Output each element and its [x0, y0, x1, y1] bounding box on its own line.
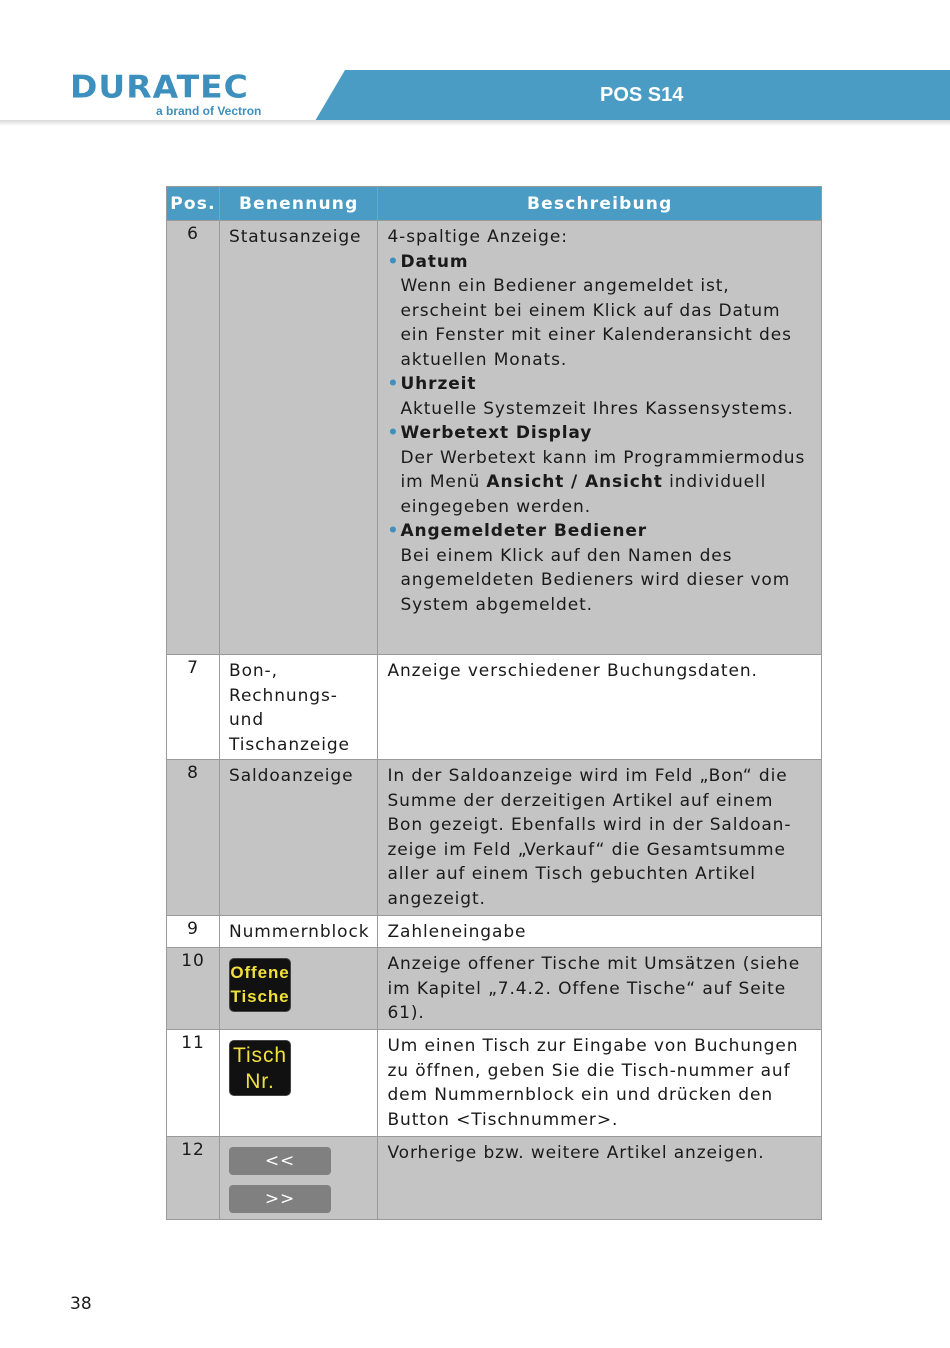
product-title: POS S14: [600, 84, 684, 106]
row-pos: 11: [167, 1030, 220, 1137]
menu-path: Ansicht / Ansicht: [486, 472, 663, 492]
bullet-icon: •: [387, 521, 400, 541]
logo-wordmark: DURATEC: [70, 68, 249, 106]
logo-subtitle: a brand of Vectron: [156, 104, 262, 118]
row-pos: 9: [167, 916, 220, 948]
row-name: [220, 1030, 378, 1137]
column-header-description: Beschreibung: [378, 187, 822, 221]
row-pos: 12: [167, 1137, 220, 1220]
row-name: Nummernblock: [220, 916, 378, 948]
duratec-logo: [70, 68, 262, 118]
row-description: [378, 221, 822, 655]
table-row: [167, 1137, 822, 1220]
bullet-icon: •: [387, 374, 400, 394]
row-name: Bon-, Rechnungs- und Tischanzeige: [220, 655, 378, 760]
row-pos: 6: [167, 221, 220, 655]
bullet-text: Wenn ein Bediener angemeldet ist, erscheint bei einem Klick auf das Datum ein Fenster mit einer Kalenderansicht des aktuellen Monats.: [400, 276, 792, 370]
row-description: Anzeige verschiedener Buchungsdaten.: [378, 655, 822, 760]
page-number: 38: [70, 1294, 92, 1314]
open-tables-button-icon: Offene Tische: [229, 958, 291, 1012]
element-description-table: [166, 186, 822, 1220]
bullet-title: Datum: [400, 251, 469, 272]
list-item: [387, 421, 813, 519]
bullet-title: Angemeldeter Bediener: [400, 521, 648, 541]
row-description: Anzeige offener Tische mit Umsätzen (siehe im Kapitel „7.4.2. Offene Tische“ auf Seite 61).: [378, 948, 822, 1030]
table-number-button-icon: Tisch Nr.: [229, 1040, 291, 1096]
row-name: Statusanzeige: [220, 221, 378, 655]
row-description: Vorherige bzw. weitere Artikel anzeigen.: [378, 1137, 822, 1220]
table-row: [167, 948, 822, 1030]
row-name: [220, 948, 378, 1030]
row-pos: 7: [167, 655, 220, 760]
table-row: [167, 655, 822, 760]
bullet-text: Der Werbetext kann im Programmiermodus im Menü: [400, 447, 806, 492]
list-item: [387, 519, 813, 617]
next-page-button-icon: >>: [229, 1185, 331, 1213]
bullet-text: Bei einem Klick auf den Namen des angemeldeten Bedieners wird dieser vom System abgemeldet.: [400, 545, 791, 615]
bullet-text: individuell eingegeben werden.: [400, 472, 767, 517]
previous-page-button-icon: <<: [229, 1147, 331, 1175]
table-row: [167, 1030, 822, 1137]
column-header-pos: Pos.: [167, 187, 220, 221]
bullet-icon: •: [387, 251, 400, 272]
row-description: Um einen Tisch zur Eingabe von Buchungen zu öffnen, geben Sie die Tisch-nummer auf dem Nummernblock ein und drücken den Button <Tischnummer>.: [378, 1030, 822, 1137]
bullet-text: Aktuelle Systemzeit Ihres Kassensystems.: [400, 398, 794, 419]
header-shadow: [0, 120, 950, 126]
table-row: [167, 760, 822, 916]
bullet-title: Uhrzeit: [400, 374, 477, 394]
row-name: Saldoanzeige: [220, 760, 378, 916]
row-name: [220, 1137, 378, 1220]
list-item: [387, 372, 813, 421]
description-intro: 4-spaltige Anzeige:: [387, 227, 568, 247]
bullet-title: Werbetext Display: [400, 423, 593, 443]
row-pos: 8: [167, 760, 220, 916]
table-header-row: [167, 187, 822, 221]
table-row: [167, 221, 822, 655]
row-pos: 10: [167, 948, 220, 1030]
bullet-icon: •: [387, 423, 400, 443]
column-header-name: Benennung: [220, 187, 378, 221]
table-row: [167, 916, 822, 948]
row-description: In der Saldoanzeige wird im Feld „Bon“ die Summe der derzeitigen Artikel auf einem Bon gezeigt. Ebenfalls wird in der Saldoan-zeige im Feld „Verkauf“ die Gesamtsumme aller auf einem Tisch gebuchten Artikel angezeigt.: [378, 760, 822, 916]
list-item: [387, 250, 813, 373]
row-description: Zahleneingabe: [378, 916, 822, 948]
